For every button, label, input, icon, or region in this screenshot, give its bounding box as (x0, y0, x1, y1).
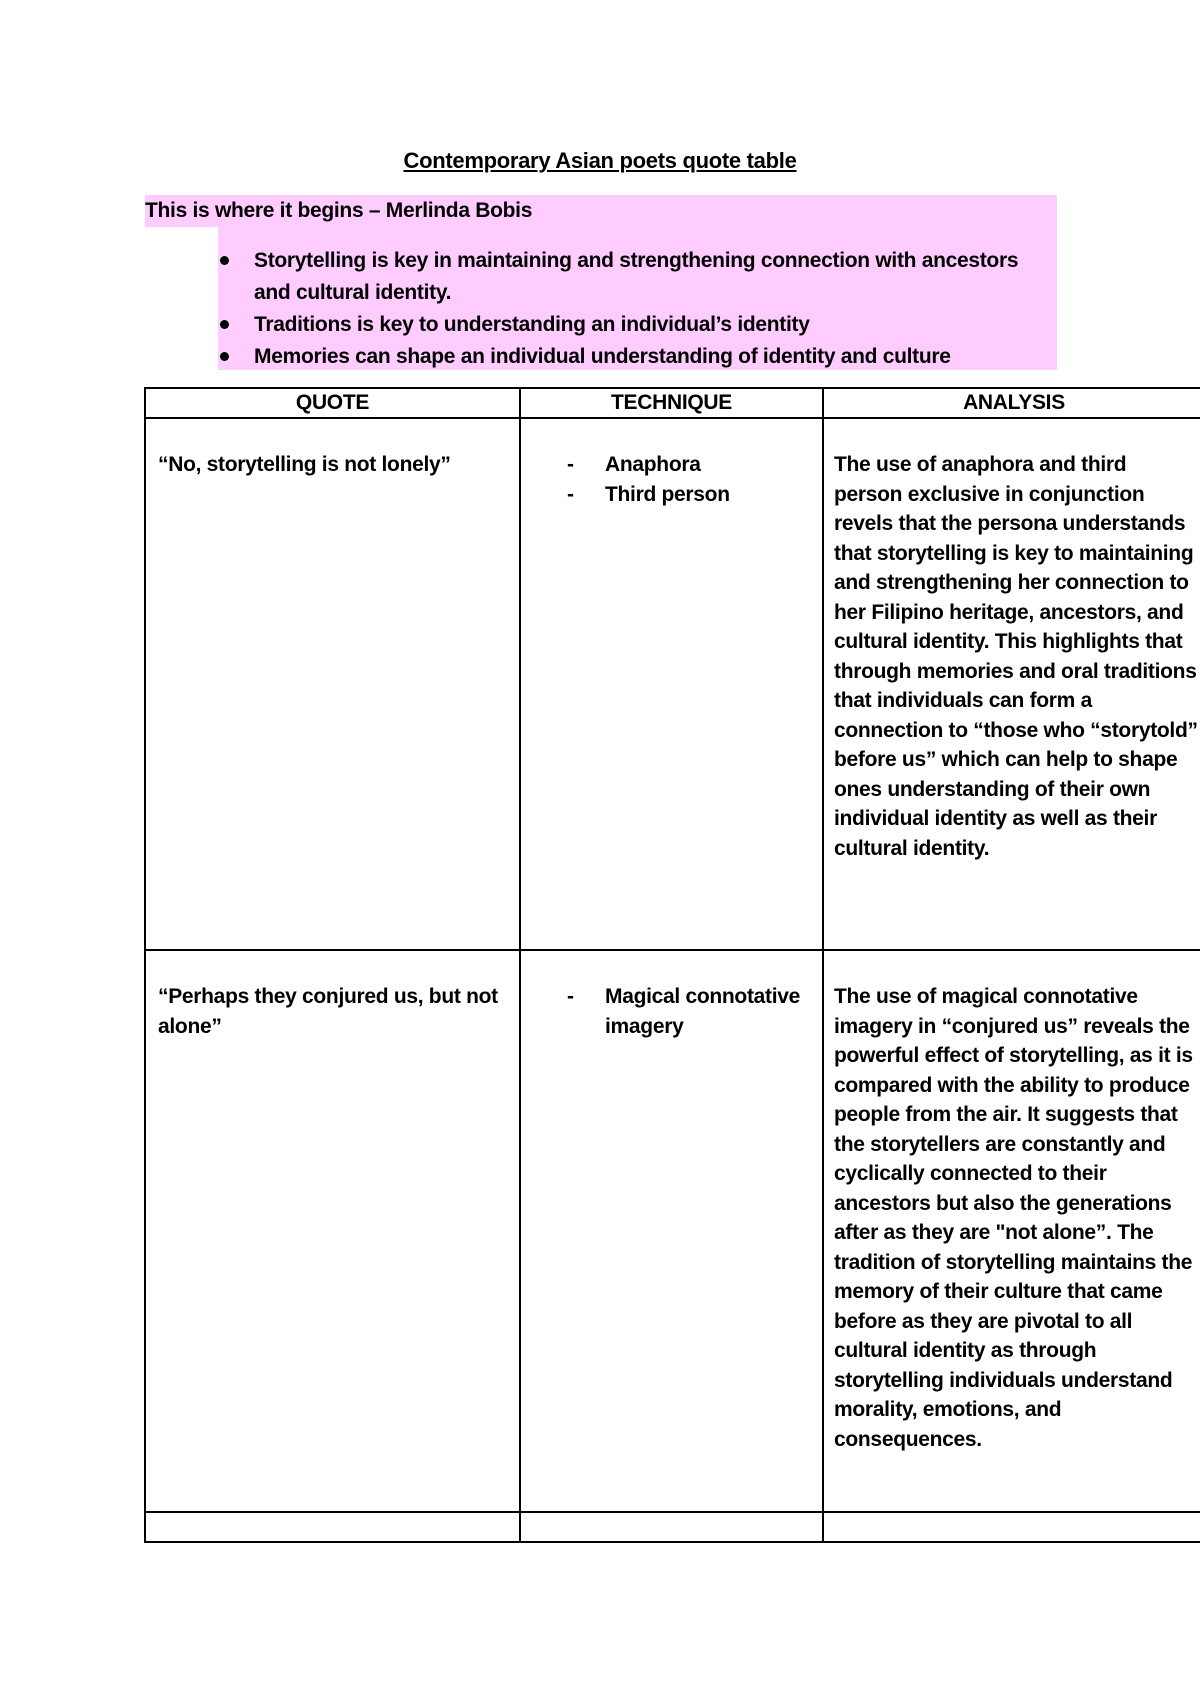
table-header-row (145, 388, 1200, 418)
list-item (218, 245, 1048, 309)
technique-list (521, 450, 812, 509)
header-analysis: ANALYSIS (823, 388, 1200, 418)
empty-cell (823, 1512, 1200, 1542)
quote-cell (145, 950, 520, 1512)
list-item (567, 480, 812, 510)
technique-cell (520, 418, 823, 950)
analysis-text: The use of magical connotative imagery in “conjured us” reveals the powerful effect of storytelling, as it is compared with the ability to produce people from the air. It suggests that the storytellers are constantly and cyclically connected to their ancestors but also the generations after as they are "not alone”. The tradition of storytelling maintains the memory of their culture that came before as they are pivotal to all cultural identity as through storytelling individuals understand morality, emotions, and consequences. (834, 985, 1193, 1451)
bullet-text: Memories can shape an individual understanding of identity and culture (254, 345, 951, 368)
table-row-empty (145, 1512, 1200, 1542)
bullet-icon (220, 352, 229, 361)
technique-text: Anaphora (605, 453, 701, 476)
technique-text: Third person (605, 482, 730, 506)
dash-bullet-icon: - (567, 985, 574, 1008)
list-item (567, 450, 812, 480)
list-item (218, 309, 1048, 341)
document-title: Contemporary Asian poets quote table (403, 148, 797, 173)
dash-bullet-icon: - (567, 482, 574, 506)
quote-text: “Perhaps they conjured us, but not alone” (158, 985, 498, 1038)
list-item (567, 982, 812, 1041)
bullet-icon (220, 320, 229, 329)
analysis-text: The use of anaphora and third person exclusive in conjunction revels that the persona understands that storytelling is key to maintaining and strengthening her connection to her Filipino heritage, ancestors, and cultural identity. This highlights that through memories and oral traditions that individuals can form a connection to “those who “storytold” before us” which can help to shape ones understanding of their own individual identity as well as their cultural identity. (834, 453, 1198, 860)
quote-text: “No, storytelling is not lonely” (158, 453, 451, 476)
section-heading: This is where it begins – Merlinda Bobis (145, 199, 533, 222)
header-quote: QUOTE (145, 388, 520, 418)
quote-table (144, 387, 1200, 1543)
list-item (218, 341, 1048, 373)
table-row (145, 950, 1200, 1512)
empty-cell (520, 1512, 823, 1542)
table-row (145, 418, 1200, 950)
analysis-cell (823, 418, 1200, 950)
bullet-text: Traditions is key to understanding an individual’s identity (254, 313, 810, 336)
summary-bullet-list (218, 245, 1048, 373)
technique-text: Magical connotative imagery (605, 985, 801, 1038)
technique-list (521, 982, 812, 1041)
empty-cell (145, 1512, 520, 1542)
analysis-cell (823, 950, 1200, 1512)
header-technique: TECHNIQUE (520, 388, 823, 418)
dash-bullet-icon: - (567, 453, 574, 476)
quote-cell (145, 418, 520, 950)
bullet-text: Storytelling is key in maintaining and strengthening connection with ancestors and cultural identity. (254, 249, 1019, 304)
bullet-icon (220, 256, 229, 265)
technique-cell (520, 950, 823, 1512)
